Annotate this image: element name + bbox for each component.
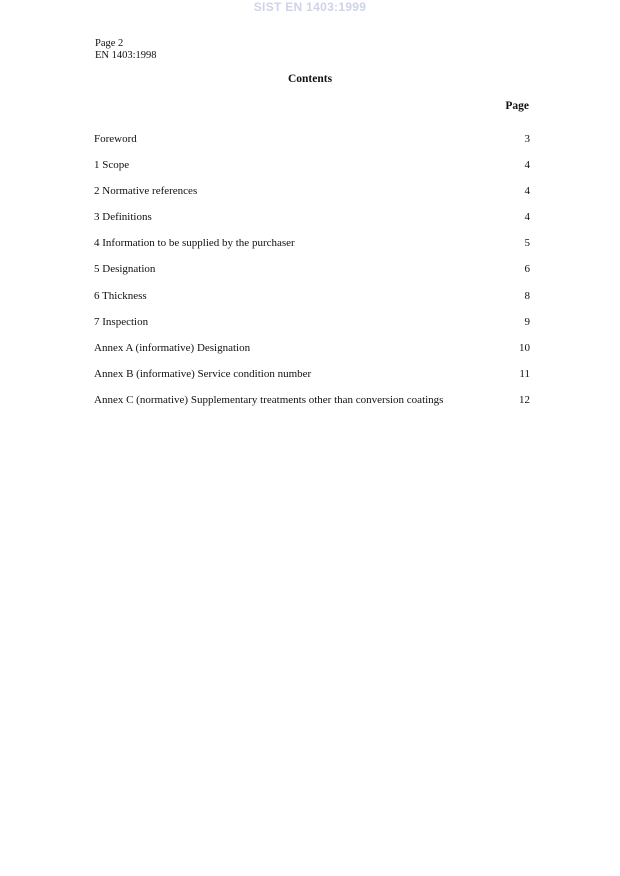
toc-entry-label: 1 Scope: [94, 159, 130, 172]
page-number: Page 2: [95, 38, 124, 49]
toc-entry[interactable]: [94, 159, 530, 185]
toc-entry-page: 4: [524, 185, 530, 198]
toc-entry-label: 3 Definitions: [94, 211, 152, 224]
toc-entry-page: 10: [519, 341, 530, 354]
toc-entry-page: 6: [524, 263, 530, 276]
toc-entry-page: 4: [524, 211, 530, 224]
standard-number: EN 1403:1998: [95, 50, 157, 61]
table-of-contents: [94, 133, 530, 420]
toc-entry-page: 11: [519, 367, 530, 380]
toc-entry[interactable]: [94, 394, 530, 420]
toc-entry[interactable]: [94, 290, 530, 316]
toc-entry[interactable]: [94, 211, 530, 237]
toc-entry-page: 12: [519, 393, 530, 406]
toc-entry[interactable]: [94, 368, 530, 394]
toc-entry-page: 9: [524, 315, 530, 328]
toc-entry-label: Annex A (informative) Designation: [94, 341, 251, 354]
toc-entry-label: 6 Thickness: [94, 289, 147, 302]
toc-entry-label: 7 Inspection: [94, 315, 149, 328]
toc-entry[interactable]: [94, 185, 530, 211]
toc-entry-label: Annex B (informative) Service condition number: [94, 367, 312, 380]
toc-entry-page: 8: [524, 289, 530, 302]
toc-entry-label: 5 Designation: [94, 263, 156, 276]
toc-entry[interactable]: [94, 133, 530, 159]
toc-entry-label: 2 Normative references: [94, 185, 198, 198]
toc-entry[interactable]: [94, 342, 530, 368]
toc-entry-page: 5: [524, 237, 530, 250]
toc-entry-page: 4: [524, 159, 530, 172]
toc-entry-label: 4 Information to be supplied by the purchaser: [94, 237, 295, 250]
watermark: SIST EN 1403:1999: [253, 0, 367, 14]
toc-entry-label: Foreword: [94, 133, 137, 145]
toc-entry-page: 3: [524, 133, 530, 145]
page-title: Contents: [287, 73, 333, 85]
page-header: [95, 38, 157, 62]
toc-entry[interactable]: [94, 237, 530, 263]
toc-entry-label: Annex C (normative) Supplementary treatments other than conversion coatings: [94, 393, 444, 406]
toc-entry[interactable]: [94, 263, 530, 289]
page-column-label: Page: [505, 100, 529, 112]
toc-entry[interactable]: [94, 316, 530, 342]
